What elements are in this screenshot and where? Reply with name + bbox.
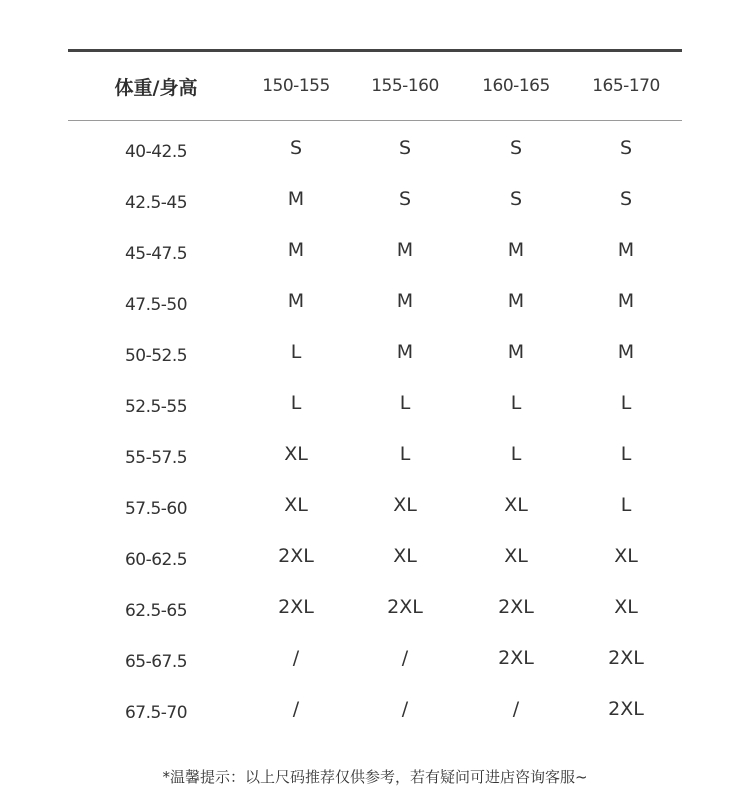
size-cell: L: [510, 391, 522, 414]
size-cell: M: [617, 238, 635, 261]
size-cell: XL: [504, 544, 528, 567]
header-col-3: 160-165: [482, 76, 550, 96]
weight-range: 60-62.5: [124, 549, 188, 570]
table-row: [68, 328, 682, 379]
weight-range: 62.5-65: [124, 600, 188, 621]
size-cell: L: [399, 391, 411, 414]
header-col-2: 155-160: [371, 76, 439, 96]
table-row: [68, 124, 682, 175]
weight-range: 67.5-70: [124, 702, 188, 723]
table-row: [68, 226, 682, 277]
size-cell: XL: [393, 544, 417, 567]
size-cell: L: [290, 340, 302, 363]
size-cell: L: [620, 493, 632, 516]
size-cell: 2XL: [278, 595, 314, 618]
header-col-4: 165-170: [592, 76, 660, 96]
size-cell: S: [398, 187, 412, 210]
size-cell: L: [399, 442, 411, 465]
size-cell: 2XL: [278, 544, 314, 567]
size-cell: M: [287, 238, 305, 261]
size-cell: /: [401, 697, 409, 720]
size-cell: 2XL: [608, 697, 644, 720]
table-row: [68, 175, 682, 226]
table-row: [68, 685, 682, 736]
header-row: [68, 52, 682, 120]
table-row: [68, 634, 682, 685]
weight-range: 50-52.5: [124, 345, 188, 366]
size-cell: 2XL: [387, 595, 423, 618]
size-cell: XL: [393, 493, 417, 516]
size-cell: L: [290, 391, 302, 414]
size-cell: M: [287, 187, 305, 210]
size-cell: M: [507, 340, 525, 363]
size-cell: /: [512, 697, 520, 720]
size-cell: M: [617, 289, 635, 312]
size-cell: L: [620, 442, 632, 465]
size-cell: M: [396, 289, 414, 312]
header-label: 体重/身高: [114, 76, 198, 99]
weight-range: 55-57.5: [124, 447, 188, 468]
size-cell: XL: [504, 493, 528, 516]
size-cell: XL: [284, 493, 308, 516]
size-cell: L: [620, 391, 632, 414]
size-cell: M: [507, 238, 525, 261]
size-cell: S: [398, 136, 412, 159]
table-row: [68, 430, 682, 481]
size-cell: XL: [284, 442, 308, 465]
table-row: [68, 277, 682, 328]
size-cell: M: [396, 238, 414, 261]
size-cell: XL: [614, 595, 638, 618]
size-cell: S: [509, 136, 523, 159]
size-cell: L: [510, 442, 522, 465]
size-cell: S: [619, 136, 633, 159]
size-cell: 2XL: [498, 646, 534, 669]
table-row: [68, 481, 682, 532]
size-cell: M: [507, 289, 525, 312]
table-row: [68, 532, 682, 583]
size-cell: S: [509, 187, 523, 210]
weight-range: 40-42.5: [124, 141, 188, 162]
header-col-1: 150-155: [262, 76, 330, 96]
size-cell: /: [401, 646, 409, 669]
size-cell: XL: [614, 544, 638, 567]
weight-range: 65-67.5: [124, 651, 188, 672]
weight-range: 45-47.5: [124, 243, 188, 264]
size-cell: M: [617, 340, 635, 363]
header-rule: [68, 120, 682, 121]
size-cell: M: [287, 289, 305, 312]
footnote: *温馨提示：以上尺码推荐仅供参考，若有疑问可进店咨询客服~: [162, 768, 588, 786]
weight-range: 47.5-50: [124, 294, 188, 315]
size-cell: /: [292, 646, 300, 669]
size-cell: 2XL: [498, 595, 534, 618]
size-cell: 2XL: [608, 646, 644, 669]
table-row: [68, 583, 682, 634]
size-cell: /: [292, 697, 300, 720]
size-cell: S: [289, 136, 303, 159]
weight-range: 57.5-60: [124, 498, 188, 519]
weight-range: 42.5-45: [124, 192, 188, 213]
size-cell: S: [619, 187, 633, 210]
weight-range: 52.5-55: [124, 396, 188, 417]
table-row: [68, 379, 682, 430]
size-cell: M: [396, 340, 414, 363]
